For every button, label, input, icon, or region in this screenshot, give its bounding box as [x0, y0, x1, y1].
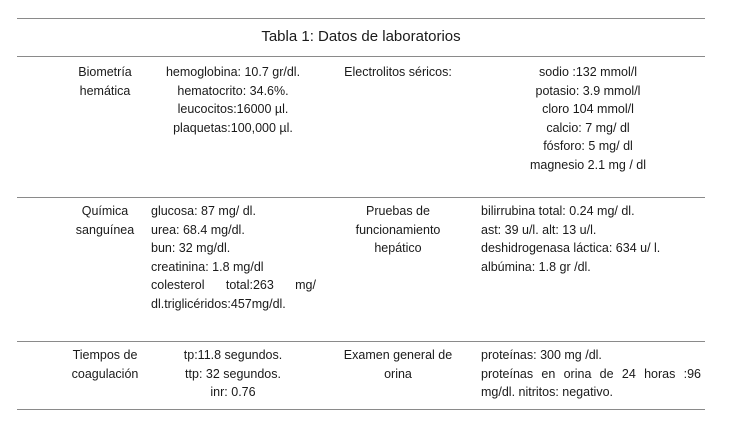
label-line: funcionamiento: [355, 222, 441, 237]
value-line: magnesio 2.1 mg / dl: [529, 157, 647, 172]
label-line: hemática: [79, 83, 131, 98]
value-line: hematocrito: 34.6%.: [177, 83, 289, 98]
value-line: deshidrogenasa láctica: 634 u/ l.: [481, 241, 661, 255]
label-line: sanguínea: [75, 222, 135, 237]
value-line: urea: 68.4 mg/dl.: [151, 222, 245, 237]
value-line: proteínas en orina de 24 horas :96: [481, 366, 701, 381]
value-line: creatinina: 1.8 mg/dl: [151, 259, 264, 274]
value-line: cloro 104 mmol/l: [542, 102, 634, 116]
value-line: tp:11.8 segundos.: [183, 348, 283, 362]
row-values: [151, 202, 316, 313]
label-line: Química: [81, 204, 129, 218]
value-line: fósforo: 5 mg/ dl: [543, 139, 633, 153]
value-line: colesterol total:263 mg/: [151, 278, 316, 292]
value-line: ttp: 32 segundos.: [185, 366, 281, 381]
value-line: albúmina: 1.8 gr /dl.: [481, 259, 591, 274]
row-label: [323, 346, 473, 383]
value-line: bun: 32 mg/dl.: [151, 241, 231, 255]
table-bottom-rule: [17, 409, 705, 410]
label-line: coagulación: [71, 366, 139, 381]
label-line: Tiempos de: [72, 348, 138, 362]
row-values: [148, 63, 318, 137]
value-line: ast: 39 u/l. alt: 13 u/l.: [481, 222, 597, 237]
value-line: sodio :132 mmol/l: [539, 65, 637, 79]
row-values: [481, 202, 701, 276]
value-line: calcio: 7 mg/ dl: [546, 120, 630, 135]
value-line: mg/dl. nitritos: negativo.: [481, 385, 614, 399]
table-header-rule: [17, 56, 705, 57]
label-line: hepático: [374, 241, 422, 255]
row-divider: [17, 341, 705, 342]
row-values: [488, 63, 688, 174]
row-divider: [17, 197, 705, 198]
value-line: inr: 0.76: [210, 385, 256, 399]
label-line: Examen general de: [343, 348, 453, 362]
value-line: glucosa: 87 mg/ dl.: [151, 204, 256, 218]
value-line: hemoglobina: 10.7 gr/dl.: [165, 65, 301, 79]
label-line: Biometría: [78, 65, 132, 79]
label-line: Electrolitos séricos:: [344, 65, 452, 79]
row-values: [148, 346, 318, 402]
row-label: [323, 202, 473, 258]
row-values: [481, 346, 701, 402]
value-line: plaquetas:100,000 µl.: [173, 120, 293, 135]
value-line: potasio: 3.9 mmol/l: [535, 83, 641, 98]
table-title: Tabla 1: Datos de laboratorios: [261, 28, 461, 45]
value-line: proteínas: 300 mg /dl.: [481, 348, 602, 362]
value-line: bilirrubina total: 0.24 mg/ dl.: [481, 204, 635, 218]
label-line: Pruebas de: [366, 204, 430, 218]
table-top-rule: [17, 18, 705, 19]
value-line: leucocitos:16000 µl.: [177, 102, 289, 116]
label-line: orina: [384, 366, 412, 381]
row-label: [323, 63, 473, 82]
value-line: dl.triglicéridos:457mg/dl.: [151, 296, 286, 311]
